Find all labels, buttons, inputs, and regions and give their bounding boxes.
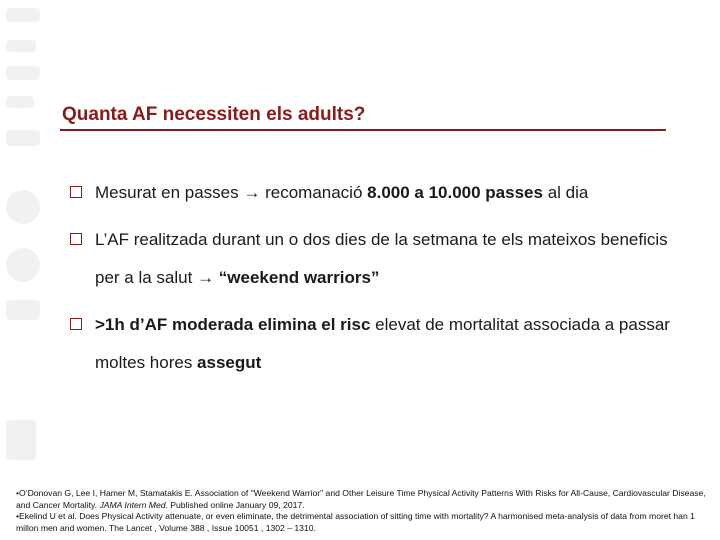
bullet-item — [70, 174, 670, 212]
reference-item: •O’Donovan G, Lee I, Hamer M, Stamatakis E. Association of "Weekend Warrior" and Other Leisure Time Physical Activity Patterns With Risks for All-Cause, Cardiovascular Disease, and Cancer Mortality. JAMA Intern Med. Published online January 09, 2017. — [16, 488, 706, 510]
references — [16, 488, 716, 534]
square-bullet-icon — [70, 233, 82, 245]
square-bullet-icon — [70, 186, 82, 198]
bullet-item — [70, 221, 670, 297]
bullet-text: L’AF realitzada durant un o dos dies de la setmana te els mateixos beneficis per a la salut → “weekend warriors” — [95, 230, 668, 287]
square-bullet-icon — [70, 318, 82, 330]
arrow-right-icon: → — [197, 268, 215, 287]
slide-title: Quanta AF necessiten els adults? — [62, 104, 366, 125]
reference-item: •Ekelind U et al. Does Physical Activity attenuate, or even eliminate, the detrimental association of sitting time with mortality? A harmonised meta-analysis of data from moret han 1 millon men and women. The Lancet , Volume 388 , Issue 10051 , 1302 – 1310. — [16, 511, 695, 533]
arrow-right-icon: → — [243, 183, 261, 202]
bullet-item — [70, 306, 670, 382]
watermark-sidebar — [0, 0, 48, 540]
bullet-text: Mesurat en passes → recomanació 8.000 a 10.000 passes al dia — [95, 183, 589, 202]
bullet-text: >1h d’AF moderada elimina el risc elevat de mortalitat associada a passar moltes hores assegut — [95, 315, 670, 372]
title-underline — [60, 129, 666, 131]
bullet-list — [70, 174, 670, 391]
